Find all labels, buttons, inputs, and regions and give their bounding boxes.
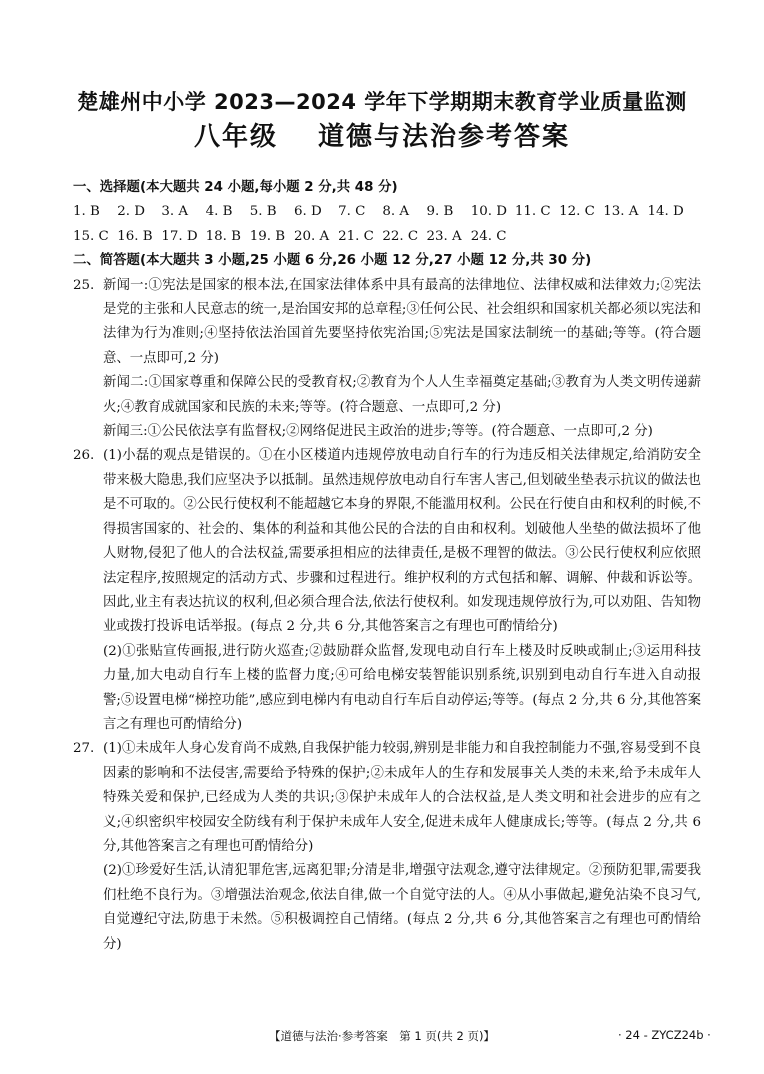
q26-part1-answer: (1)小磊的观点是错误的。①在小区楼道内违规停放电动自行车的行为违反相关法律规定,给消防安全带来极大隐患,我们应坚决予以抵制。虽然违规停放电动自行车害人害己,但划破坐垫表示抗议的做法也是不可取的。②公民行使权利不能超越它本身的界限,不能滥用权利。公民在行使自由和权利的时候,不得损害国家的、社会的、集体的利益和其他公民的合法的自由和权利。划破他人坐垫的做法损坏了他人财物,侵犯了他人的合法权益,需要承担相应的法律责任,是极不理智的做法。③公民行使权利应依照法定程序,按照规定的活动方式、步骤和过程进行。维护权利的方式包括和解、调解、仲裁和诉讼等。因此,业主有表达抗议的权利,但必须合理合法,依法行使权利。如发现违规停放行为,可以劝阻、告知物业或拨打投诉电话举报。(每点 2 分,共 6 分,其他答案言之有理也可酌情给分) <box>103 448 701 635</box>
footer-page-info: 【道德与法治·参考答案 第 1 页(共 2 页)】 <box>269 1029 495 1043</box>
choice-answer: 21. C <box>338 228 374 244</box>
question-27 <box>73 737 701 957</box>
choice-answer: 1. B <box>73 204 100 220</box>
choice-answer: 3. A <box>161 204 189 220</box>
grade-label: 八年级 <box>193 122 278 152</box>
choice-answer: 10. D <box>470 204 507 220</box>
subject-title: 道德与法治参考答案 <box>318 122 571 152</box>
choice-answer: 23. A <box>426 228 462 244</box>
choice-answer: 22. C <box>382 228 419 244</box>
q25-news3-answer: 新闻三:①公民依法享有监督权;②网络促进民主政治的进步;等等。(符合题意、一点即可,2 分) <box>103 424 653 440</box>
choice-answer: 15. C <box>73 228 109 244</box>
choice-answer: 19. B <box>249 228 286 244</box>
choice-answer: 24. C <box>470 228 507 244</box>
question-25 <box>73 274 701 445</box>
choice-answer: 2. D <box>117 204 145 220</box>
choice-answer: 17. D <box>161 228 198 244</box>
choice-answer: 14. D <box>647 204 684 220</box>
choice-answer: 12. C <box>559 204 595 220</box>
footer-code: · 24 - ZYCZ24b · <box>618 1028 711 1042</box>
choice-answer: 4. B <box>205 204 233 220</box>
question-number: 27. <box>73 741 95 757</box>
choice-answer: 16. B <box>117 228 153 244</box>
choice-answers-row1 <box>73 200 701 224</box>
choice-answers-row2 <box>73 225 701 249</box>
choice-answer: 9. B <box>426 204 454 220</box>
answer-body <box>73 176 701 957</box>
question-number: 26. <box>73 448 95 464</box>
document-title <box>0 116 764 153</box>
choice-answer: 8. A <box>382 204 410 220</box>
q26-part2-answer: (2)①张贴宣传画报,进行防火巡查;②鼓励群众监督,发现电动自行车上楼及时反映或制止;③运用科技力量,加大电动自行车上楼的监督力度;④可给电梯安装智能识别系统,识别到电动自行车进入自动报警;⑤设置电梯“梯控功能”,感应到电梯内有电动自行车后自动停运;等等。(每点 2 分,共 6 分,其他答案言之有理也可酌情给分) <box>103 643 701 732</box>
q27-part2-answer: (2)①珍爱好生活,认清犯罪危害,远离犯罪;分清是非,增强守法观念,遵守法律规定。②预防犯罪,需要我们杜绝不良行为。③增强法治观念,依法自律,做一个自觉守法的人。④从小事做起,避免沾染不良习气,自觉遵纪守法,防患于未然。⑤积极调控自己情绪。(每点 2 分,共 6 分,其他答案言之有理也可酌情给分) <box>103 863 701 952</box>
section1-heading: 一、选择题(本大题共 24 小题,每小题 2 分,共 48 分) <box>73 180 398 195</box>
q25-news2-answer: 新闻二:①国家尊重和保障公民的受教育权;②教育为个人人生幸福奠定基础;③教育为人类文明传递薪火;④教育成就国家和民族的未来;等等。(符合题意、一点即可,2 分) <box>103 375 701 415</box>
question-number: 25. <box>73 277 95 293</box>
question-26 <box>73 444 701 737</box>
exam-title: 楚雄州中小学 2023—2024 学年下学期期末教育学业质量监测 <box>77 90 687 114</box>
q25-news1-answer: 新闻一:①宪法是国家的根本法,在国家法律体系中具有最高的法律地位、法律权威和法律效力;②宪法是党的主张和人民意志的统一,是治国安邦的总章程;③任何公民、社会组织和国家机关都必须以宪法和法律为行为准则;④坚持依法治国首先要坚持依宪治国;⑤宪法是国家法制统一的基础;等等。(符合题意、一点即可,2 分) <box>103 277 701 366</box>
choice-answer: 20. A <box>293 228 330 244</box>
choice-answer: 5. B <box>249 204 277 220</box>
section2-heading: 二、简答题(本大题共 3 小题,25 小题 6 分,26 小题 12 分,27 小题 12 分,共 30 分) <box>73 253 592 269</box>
choice-answer: 11. C <box>514 204 551 220</box>
choice-answer: 7. C <box>338 204 366 220</box>
choice-answer: 18. B <box>205 228 241 244</box>
q27-part1-answer: (1)①未成年人身心发育尚不成熟,自我保护能力较弱,辨别是非能力和自我控制能力不强,容易受到不良因素的影响和不法侵害,需要给予特殊的保护;②未成年人的生存和发展事关人类的未来,给予未成年人特殊关爱和保护,已经成为人类的共识;③保护未成年人的合法权益,是人类文明和社会进步的应有之义;④织密织牢校园安全防线有利于保护未成年人安全,促进未成年人健康成长;等等。(每点 2 分,共 6 分,其他答案言之有理也可酌情给分) <box>103 741 701 854</box>
choice-answer: 13. A <box>603 204 639 220</box>
choice-answer: 6. D <box>293 204 322 220</box>
